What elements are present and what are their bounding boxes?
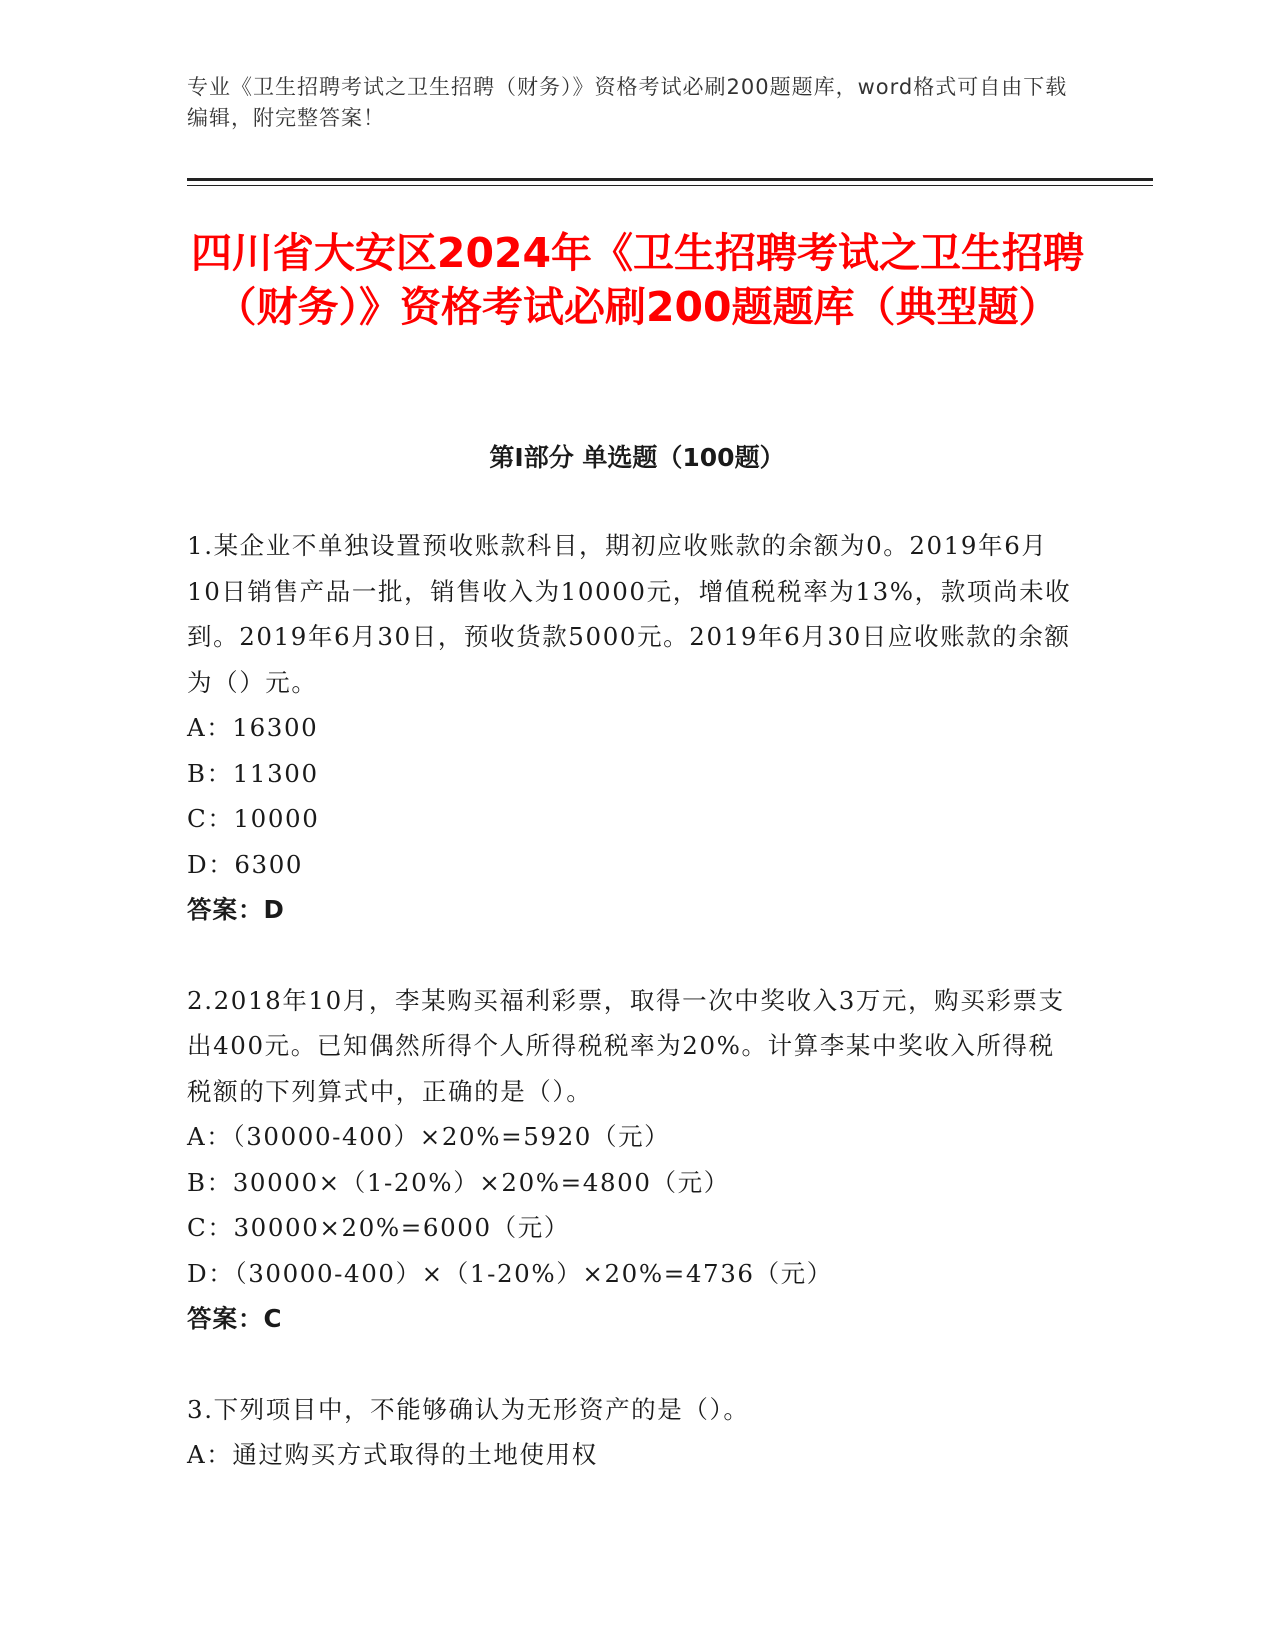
option-d: D：6300 — [187, 849, 304, 879]
question-2 — [187, 978, 1077, 1342]
question-stem: 1.某企业不单独设置预收账款科目，期初应收账款的余额为0。2019年6月10日销售产品一批，销售收入为10000元，增值税税率为13%，款项尚未收到。2019年6月30日，预收货款5000元。2019年6月30日应收账款的余额为（）元。 — [187, 531, 1072, 697]
option-c: C：10000 — [187, 804, 320, 833]
question-stem: 2.2018年10月，李某购买福利彩票，取得一次中奖收入3万元，购买彩票支出400元。已知偶然所得个人所得税税率为20%。计算李某中奖收入所得税税额的下列算式中，正确的是（）。 — [187, 985, 1065, 1106]
header-note: 专业《卫生招聘考试之卫生招聘（财务）》资格考试必刷200题题库，word格式可自由下载编辑，附完整答案！ — [187, 75, 1068, 130]
header-divider-thin — [187, 185, 1153, 186]
option-b: B：30000×（1-20%）×20%=4800（元） — [187, 1167, 730, 1197]
header-divider-thick — [187, 178, 1153, 181]
document-title: 四川省大安区2024年《卫生招聘考试之卫生招聘（财务）》资格考试必刷200题题库（典型题） — [190, 229, 1085, 331]
option-a: A：通过购买方式取得的土地使用权 — [187, 1440, 598, 1469]
question-1 — [187, 523, 1077, 933]
part-heading: 第I部分 单选题（100题） — [489, 443, 785, 472]
answer: 答案：C — [187, 1304, 283, 1333]
question-3 — [187, 1387, 1077, 1478]
answer: 答案：D — [187, 895, 285, 924]
option-c: C：30000×20%=6000（元） — [187, 1213, 570, 1242]
option-a: A：16300 — [187, 713, 319, 742]
option-b: B：11300 — [187, 758, 319, 788]
question-stem: 3.下列项目中，不能够确认为无形资产的是（）。 — [187, 1394, 750, 1424]
option-d: D：（30000-400）×（1-20%）×20%=4736（元） — [187, 1258, 833, 1288]
question-list — [187, 523, 1077, 1523]
option-a: A：（30000-400）×20%=5920（元） — [187, 1122, 671, 1151]
